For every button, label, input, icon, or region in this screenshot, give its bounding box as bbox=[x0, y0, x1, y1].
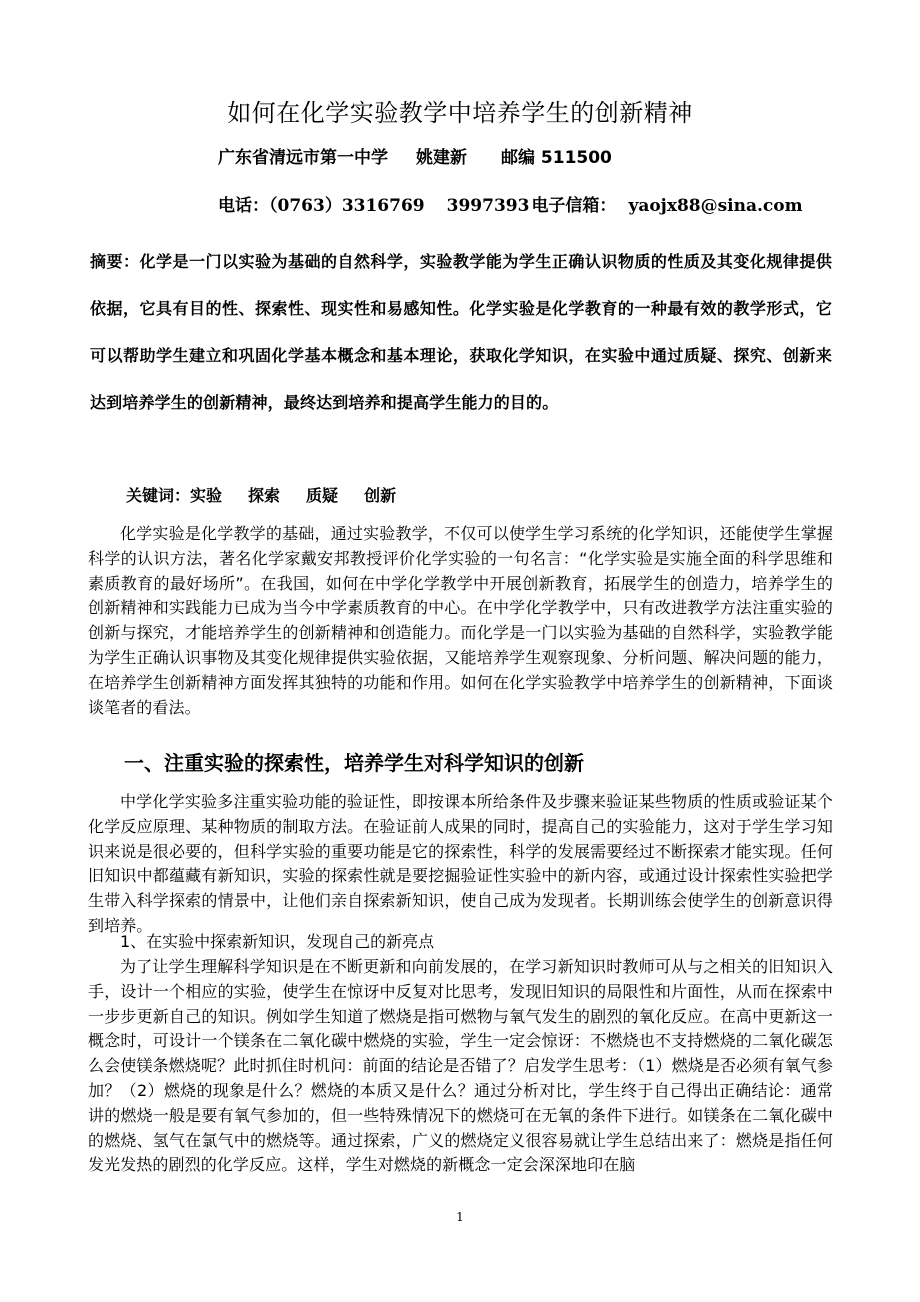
contact-line bbox=[218, 194, 803, 218]
keyword-2: 探索 bbox=[248, 486, 281, 505]
phone-number-2: 3997393 bbox=[446, 196, 530, 216]
phone-number-1: （0763）3316769 bbox=[269, 196, 425, 216]
author-name: 姚建新 bbox=[416, 148, 467, 168]
page-number: 1 bbox=[456, 1210, 464, 1224]
keyword-3: 质疑 bbox=[306, 486, 339, 505]
subsection-heading-1: 1、在实验中探索新知识，发现自己的新亮点 bbox=[120, 932, 435, 951]
section-heading-1: 一、注重实验的探索性，培养学生对科学知识的创新 bbox=[124, 751, 584, 775]
email-address: yaojx88@sina.com bbox=[628, 196, 803, 216]
keyword-1: 实验 bbox=[190, 486, 223, 505]
email-label: 电子信箱： bbox=[531, 196, 617, 216]
phone-label: 电话： bbox=[218, 196, 269, 216]
document-title: 如何在化学实验教学中培养学生的创新精神 bbox=[227, 99, 693, 127]
subsection-1-paragraph: 为了让学生理解科学知识是在不断更新和向前发展的，在学习新知识时教师可从与之相关的旧知识入手，设计一个相应的实验，使学生在惊讶中反复对比思考，发现旧知识的局限性和片面性，从而在探索中一步步更新自己的知识。例如学生知道了燃烧是指可燃物与氧气发生的剧烈的氧化反应。在高中更新这一概念时，可设计一个镁条在二氧化碳中燃烧的实验，学生一定会惊讶：不燃烧也不支持燃烧的二氧化碳怎么会使镁条燃烧呢？此时抓住时机问：前面的结论是否错了？启发学生思考：（1）燃烧是否必须有氧气参加？（2）燃烧的现象是什么？燃烧的本质又是什么？通过分析对比，学生终于自己得出正确结论：通常讲的燃烧一般是要有氧气参加的，但一些特殊情况下的燃烧可在无氧的条件下进行。如镁条在二氧化碳中的燃烧、氢气在氯气中的燃烧等。通过探索，广义的燃烧定义很容易就让学生总结出来了：燃烧是指任何发光发热的剧烈的化学反应。这样，学生对燃烧的新概念一定会深深地印在脑 bbox=[88, 957, 833, 1175]
keyword-4: 创新 bbox=[364, 486, 397, 505]
keywords-label: 关键词： bbox=[126, 486, 191, 505]
author-postcode: 邮编 511500 bbox=[501, 148, 612, 168]
keywords-line bbox=[126, 484, 396, 508]
intro-paragraph: 化学实验是化学教学的基础，通过实验教学，不仅可以使学生学习系统的化学知识，还能使学生掌握科学的认识方法，著名化学家戴安邦教授评价化学实验的一句名言：“化学实验是实施全面的科学思维和素质教育的最好场所”。在我国，如何在中学化学教学中开展创新教育，拓展学生的创造力，培养学生的创新精神和实践能力已成为当今中学素质教育的中心。在中学化学教学中，只有改进教学方法注重实验的创新与探究，才能培养学生的创新精神和创造能力。而化学是一门以实验为基础的自然科学，实验教学能为学生正确认识事物及其变化规律提供实验依据，又能培养学生观察现象、分析问题、解决问题的能力，在培养学生创新精神方面发挥其独特的功能和作用。如何在化学实验教学中培养学生的创新精神，下面谈谈笔者的看法。 bbox=[88, 524, 833, 717]
author-line bbox=[218, 146, 612, 170]
abstract: 摘要：化学是一门以实验为基础的自然科学，实验教学能为学生正确认识物质的性质及其变化规律提供依据，它具有目的性、探索性、现实性和易感知性。化学实验是化学教育的一种最有效的教学形式，它可以帮助学生建立和巩固化学基本概念和基本理论，获取化学知识，在实验中通过质疑、探究、创新来达到培养学生的创新精神，最终达到培养和提高学生能力的目的。 bbox=[90, 252, 832, 412]
section-1-paragraph: 中学化学实验多注重实验功能的验证性，即按课本所给条件及步骤来验证某些物质的性质或验证某个化学反应原理、某种物质的制取方法。在验证前人成果的同时，提高自己的实验能力，这对于学生学习知识来说是很必要的，但科学实验的重要功能是它的探索性，科学的发展需要经过不断探索才能实现。任何旧知识中都蕴藏有新知识，实验的探索性就是要挖掘验证性实验中的新内容，或通过设计探索性实验把学生带入科学探索的情景中，让他们亲自探索新知识，使自己成为发现者。长期训练会使学生的创新意识得到培养。 bbox=[88, 792, 833, 935]
author-school: 广东省清远市第一中学 bbox=[218, 148, 388, 168]
